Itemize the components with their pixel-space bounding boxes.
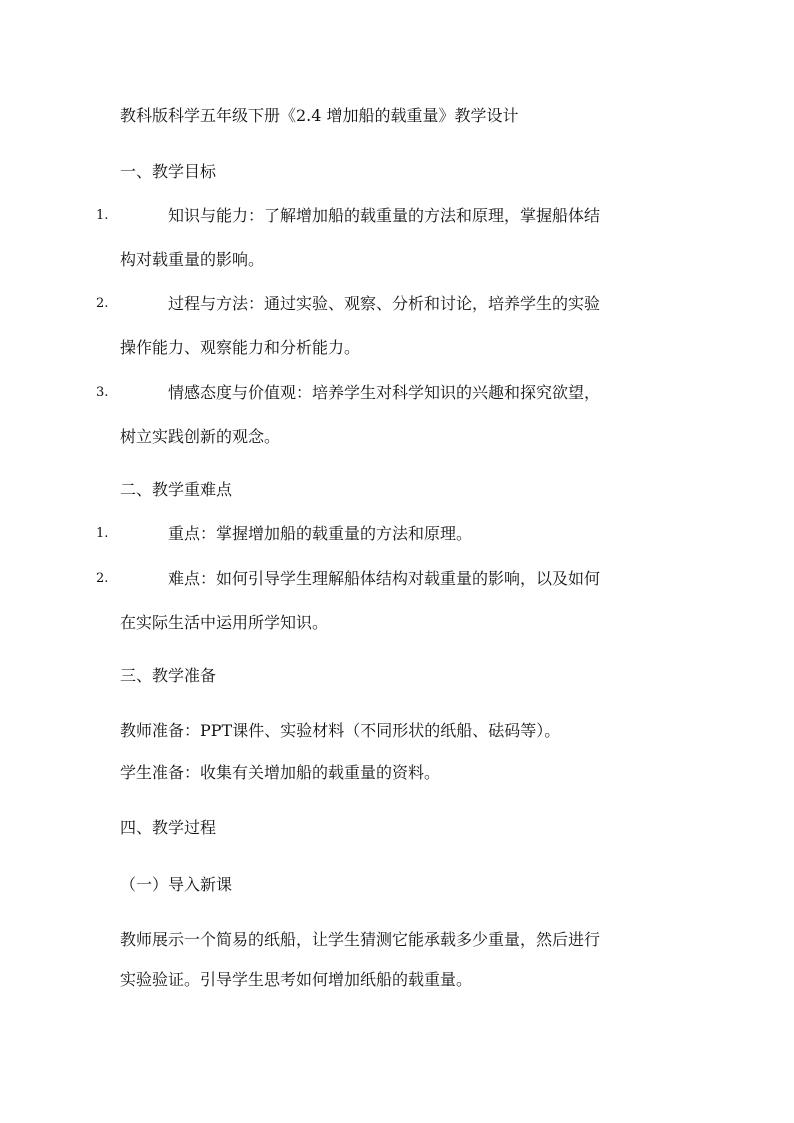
section-heading-key-points: 二、教学重难点 xyxy=(120,480,233,499)
section-heading-preparation: 三、教学准备 xyxy=(120,666,217,685)
teacher-preparation: 教师准备：PPT课件、实验材料（不同形状的纸船、砝码等）。 xyxy=(120,721,561,740)
list-number: 2. xyxy=(96,296,109,311)
intro-text-cont: 实验验证。引导学生思考如何增加纸船的载重量。 xyxy=(120,970,473,989)
key-point-text: 重点：掌握增加船的载重量的方法和原理。 xyxy=(168,524,473,543)
list-number: 3. xyxy=(96,385,109,400)
intro-text: 教师展示一个简易的纸船，让学生猜测它能承载多少重量，然后进行 xyxy=(120,930,601,949)
list-number: 1. xyxy=(96,208,109,223)
objective-text-cont: 构对载重量的影响。 xyxy=(120,250,265,269)
subsection-heading-intro: （一）导入新课 xyxy=(120,875,233,894)
section-heading-objectives: 一、教学目标 xyxy=(120,162,217,181)
difficulty-text-cont: 在实际生活中运用所学知识。 xyxy=(120,613,329,632)
objective-text: 过程与方法：通过实验、观察、分析和讨论，培养学生的实验 xyxy=(168,294,601,313)
document-title: 教科版科学五年级下册《2.4 增加船的载重量》教学设计 xyxy=(120,106,519,125)
difficulty-text: 难点：如何引导学生理解船体结构对载重量的影响，以及如何 xyxy=(168,569,601,588)
objective-text: 情感态度与价值观：培养学生对科学知识的兴趣和探究欲望， xyxy=(168,383,601,402)
student-preparation: 学生准备：收集有关增加船的载重量的资料。 xyxy=(120,763,441,782)
list-number: 1. xyxy=(96,526,109,541)
objective-text-cont: 树立实践创新的观念。 xyxy=(120,427,281,446)
objective-text-cont: 操作能力、观察能力和分析能力。 xyxy=(120,338,361,357)
objective-text: 知识与能力：了解增加船的载重量的方法和原理，掌握船体结 xyxy=(168,206,601,225)
list-number: 2. xyxy=(96,571,109,586)
section-heading-process: 四、教学过程 xyxy=(120,818,217,837)
